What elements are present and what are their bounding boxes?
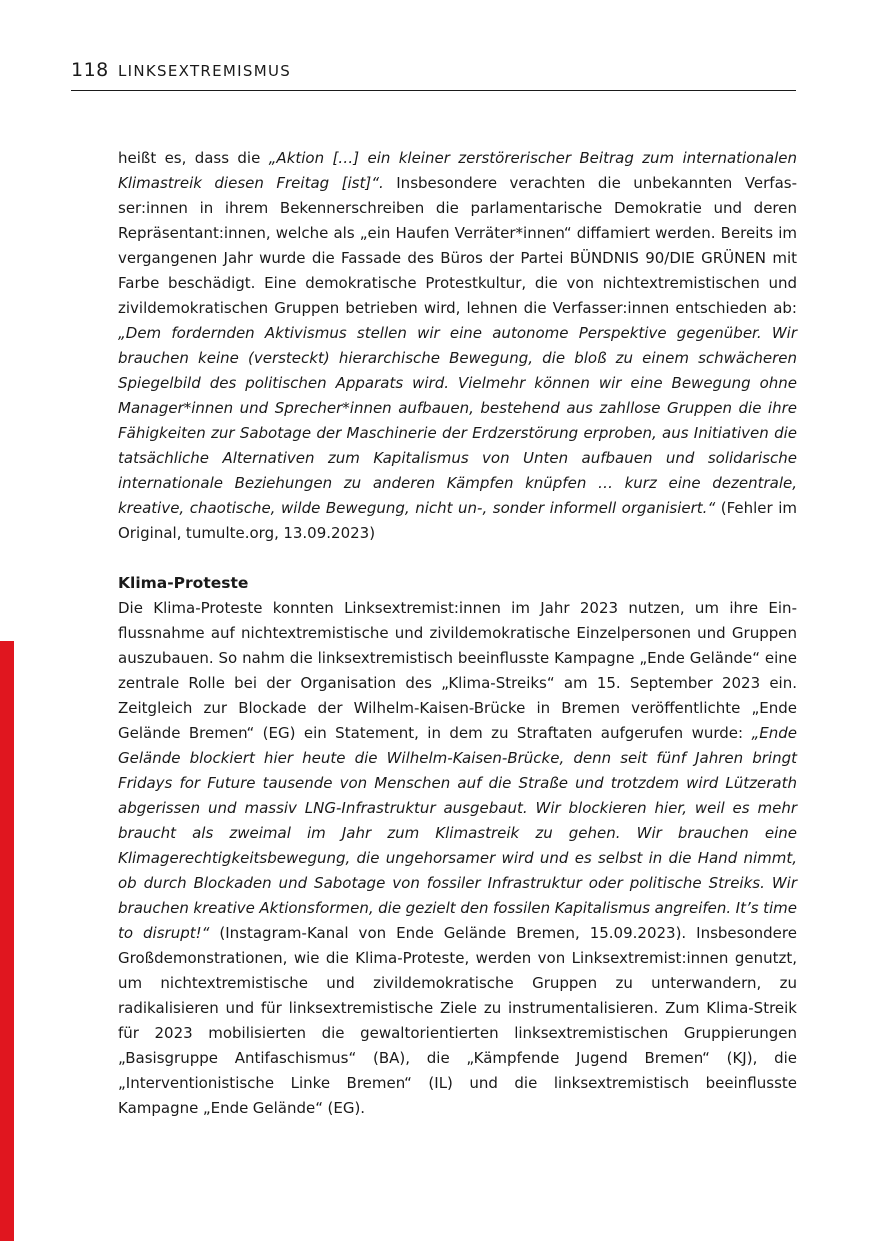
page-number: 118: [71, 59, 109, 81]
red-margin-accent-bar: [0, 641, 14, 1241]
body-text: [118, 146, 797, 1121]
text-run: heißt es, dass die: [118, 149, 269, 167]
quote-italic: „Aktion […] ein kleiner zerstörerischer Beitrag zum internationalen Klimastreik diesen Freitag [ist]“.: [118, 149, 797, 192]
paragraph-intro: [118, 146, 797, 546]
quote-italic: „Ende Gelände blockiert hier heute die Wilhelm-Kaisen-Brücke, denn seit fünf Jahren bringt Fridays for Future tausende von Menschen auf die Straße und trotzdem wird Lützerath abgerissen und massiv LNG-Infrastruktur ausgebaut. Wir blockieren hier, weil es mehr braucht als zweimal im Jahr zum Klimastreik zu gehen. Wir brauchen eine Klimagerechtigkeitsbewegung, die ungehorsamer wird und es selbst in die Hand nimmt, ob durch Blockaden und Sabotage von fossiler Infrastruktur oder politische Streiks. Wir brauchen kreative Aktionsformen, die gezielt den fossilen Kapitalismus angreifen. It’s time to disrupt!“: [118, 724, 797, 942]
quote-italic: „Dem fordernden Aktivismus stellen wir eine autonome Perspektive gegenüber. Wir brauchen keine (versteckt) hierarchische Bewegung, die bloß zu einem schwächeren Spiegelbild des politischen Apparats wird. Vielmehr können wir eine Bewegung ohne Manager*innen und Sprecher*innen aufbauen, bestehend aus zahllose Gruppen die ihre Fähigkeiten zur Sabotage der Maschinerie der Erdzerstörung erproben, aus Initiativen die tatsächliche Alternativen zum Kapitalismus von Unten aufbauen und solidarische internationale Beziehungen zu anderen Kämpfen knüpfen … kurz eine dezentrale, kreative, chaotische, wilde Bewegung, nicht un-, sonder informell organisiert.“: [118, 324, 797, 517]
citation: (Fehler im Original, tumulte.org, 13.09.2023): [118, 499, 797, 542]
text-run: Insbesondere verachten die unbekannten Verfasser:innen in ihrem Bekennerschreiben die parlamentarische Demokratie und deren Repräsentant:innen, welche als „ein Haufen Verräter*innen“ diffamiert werden. Bereits im vergangenen Jahr wurde die Fassade des Büros der Partei BÜNDNIS 90/DIE GRÜNEN mit Farbe beschädigt. Eine demokratische Protestkultur, die von nichtextremistischen und zivildemokratischen Gruppen betrieben wird, lehnen die Verfasser:innen entschieden ab:: [118, 174, 797, 317]
section-heading: Klima-Proteste: [118, 574, 249, 592]
running-header-title: LINKSEXTREMISMUS: [118, 62, 292, 80]
text-run: (Instagram-Kanal von Ende Gelände Bremen, 15.09.2023). Insbesondere Großdemonstrationen, wie die Klima-Proteste, werden von Linksextremist:innen genutzt, um nichtextremistische und zivildemokratische Gruppen zu unterwandern, zu radikalisieren und für linksextremistische Ziele zu instrumentalisieren. Zum Klima-Streik für 2023 mobilisierten die gewaltorientierten linksextremistischen Gruppierungen „Basisgruppe Antifaschismus“ (BA), die „Kämpfende Jugend Bremen“ (KJ), die „Interventionistische Linke Bremen“ (IL) und die linksextremistisch beeinflusste Kampagne „Ende Gelände“ (EG).: [118, 924, 797, 1117]
running-header: [71, 57, 796, 91]
text-run: Die Klima-Proteste konnten Linksextremist:innen im Jahr 2023 nutzen, um ihre Einflussnahme auf nichtextremistische und zivildemokratische Einzelpersonen und Gruppen auszubauen. So nahm die linksextremistisch beeinflusste Kampagne „Ende Gelände“ eine zentrale Rolle bei der Organisation des „Klima-Streiks“ am 15. September 2023 ein. Zeitgleich zur Blockade der Wilhelm-Kaisen-Brücke in Bremen veröffentlichte „Ende Gelände Bremen“ (EG) ein Statement, in dem zu Straftaten aufgerufen wurde:: [118, 599, 797, 742]
paragraph-klima-proteste: [118, 596, 797, 1121]
